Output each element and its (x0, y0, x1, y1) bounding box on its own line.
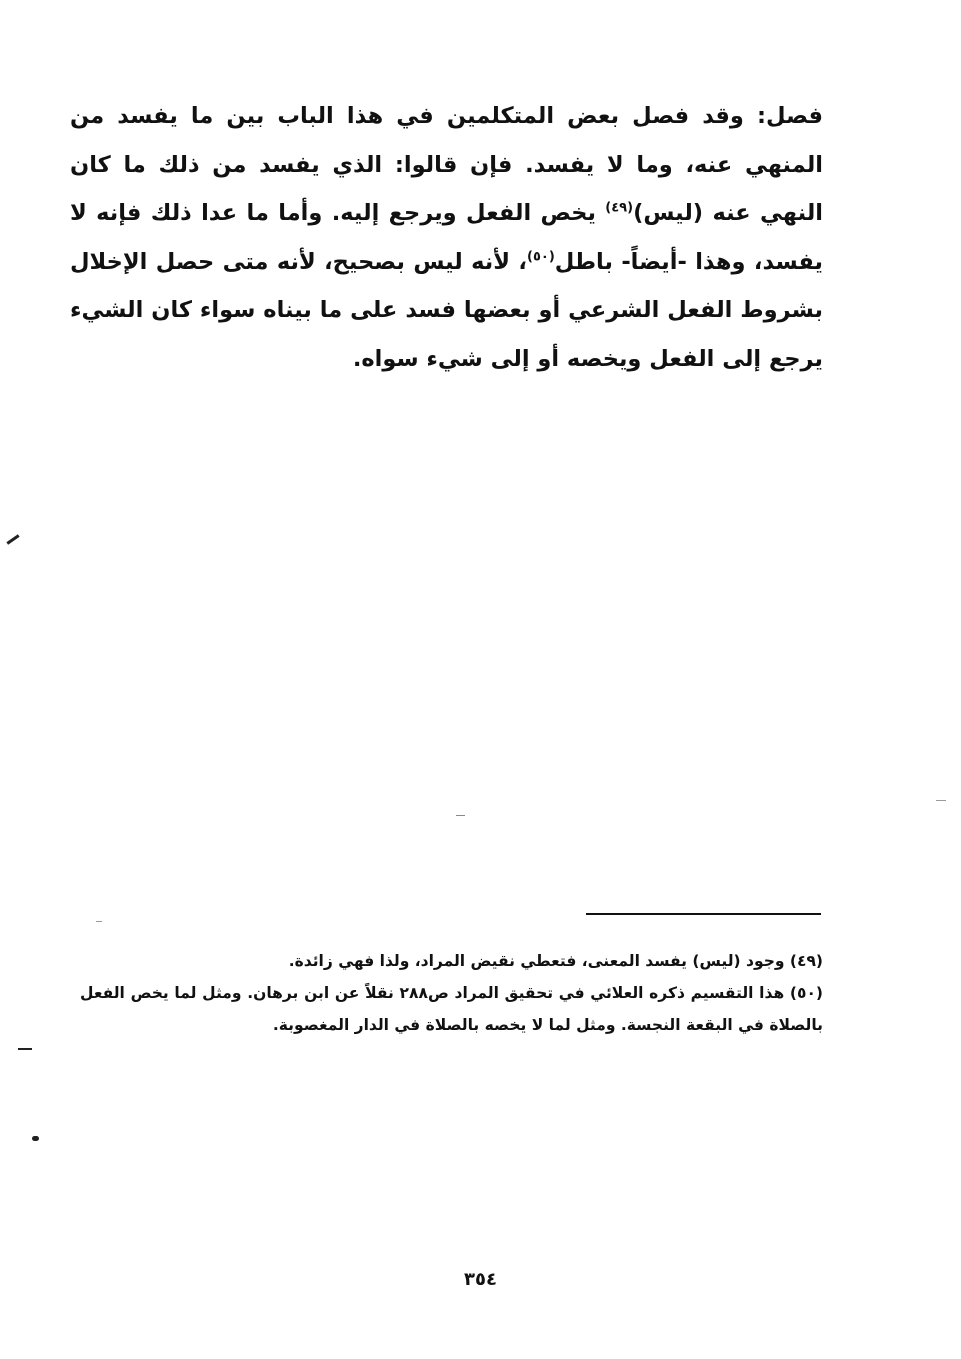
paragraph-text-part-3: ، لأنه ليس بصحيح، لأنه متى حصل الإخلال بشروط الفعل الشرعي أو بعضها فسد على ما بيناه سواء كان الشيء يرجع إلى الفعل ويخصه أو إلى شيء سواه. (70, 248, 823, 372)
footnote-49: (٤٩) وجود (ليس) يفسد المعنى، فتعطي نقيض المراد، ولذا فهي زائدة. (288, 952, 823, 970)
footnotes-section (80, 945, 823, 1041)
footnote-separator (586, 913, 821, 915)
footnote-ref-49[interactable]: (٤٩) (605, 200, 634, 216)
paragraph-text-part-1: وقد فصل بعض المتكلمين في هذا الباب بين ما يفسد من المنهي عنه، وما لا يفسد. فإن قالوا: الذي يفسد من ذلك ما كان النهي عنه (ليس) (70, 103, 823, 226)
scan-mark (18, 1048, 32, 1050)
scan-mark (456, 815, 465, 816)
paragraph-text-part-2: يخص الفعل ويرجع إليه. وأما ما عدا ذلك فإنه لا يفسد، وهذا -أيضاً- باطل (70, 200, 824, 275)
footnote-ref-50[interactable]: (٥٠) (526, 249, 555, 264)
scan-mark (96, 921, 102, 922)
scan-mark (32, 1136, 39, 1141)
page-number: ٣٥٤ (464, 1269, 497, 1290)
scan-mark (936, 800, 946, 801)
scan-mark (6, 534, 19, 544)
section-heading-word: فصل: (757, 103, 823, 129)
main-paragraph (70, 92, 823, 383)
footnote-50: (٥٠) هذا التقسيم ذكره العلائي في تحقيق المراد ص٢٨٨ نقلاً عن ابن برهان. ومثل لما يخص الفعل بالصلاة في البقعة النجسة. ومثل لما لا يخصه بالصلاة في الدار المغصوبة. (80, 984, 823, 1034)
